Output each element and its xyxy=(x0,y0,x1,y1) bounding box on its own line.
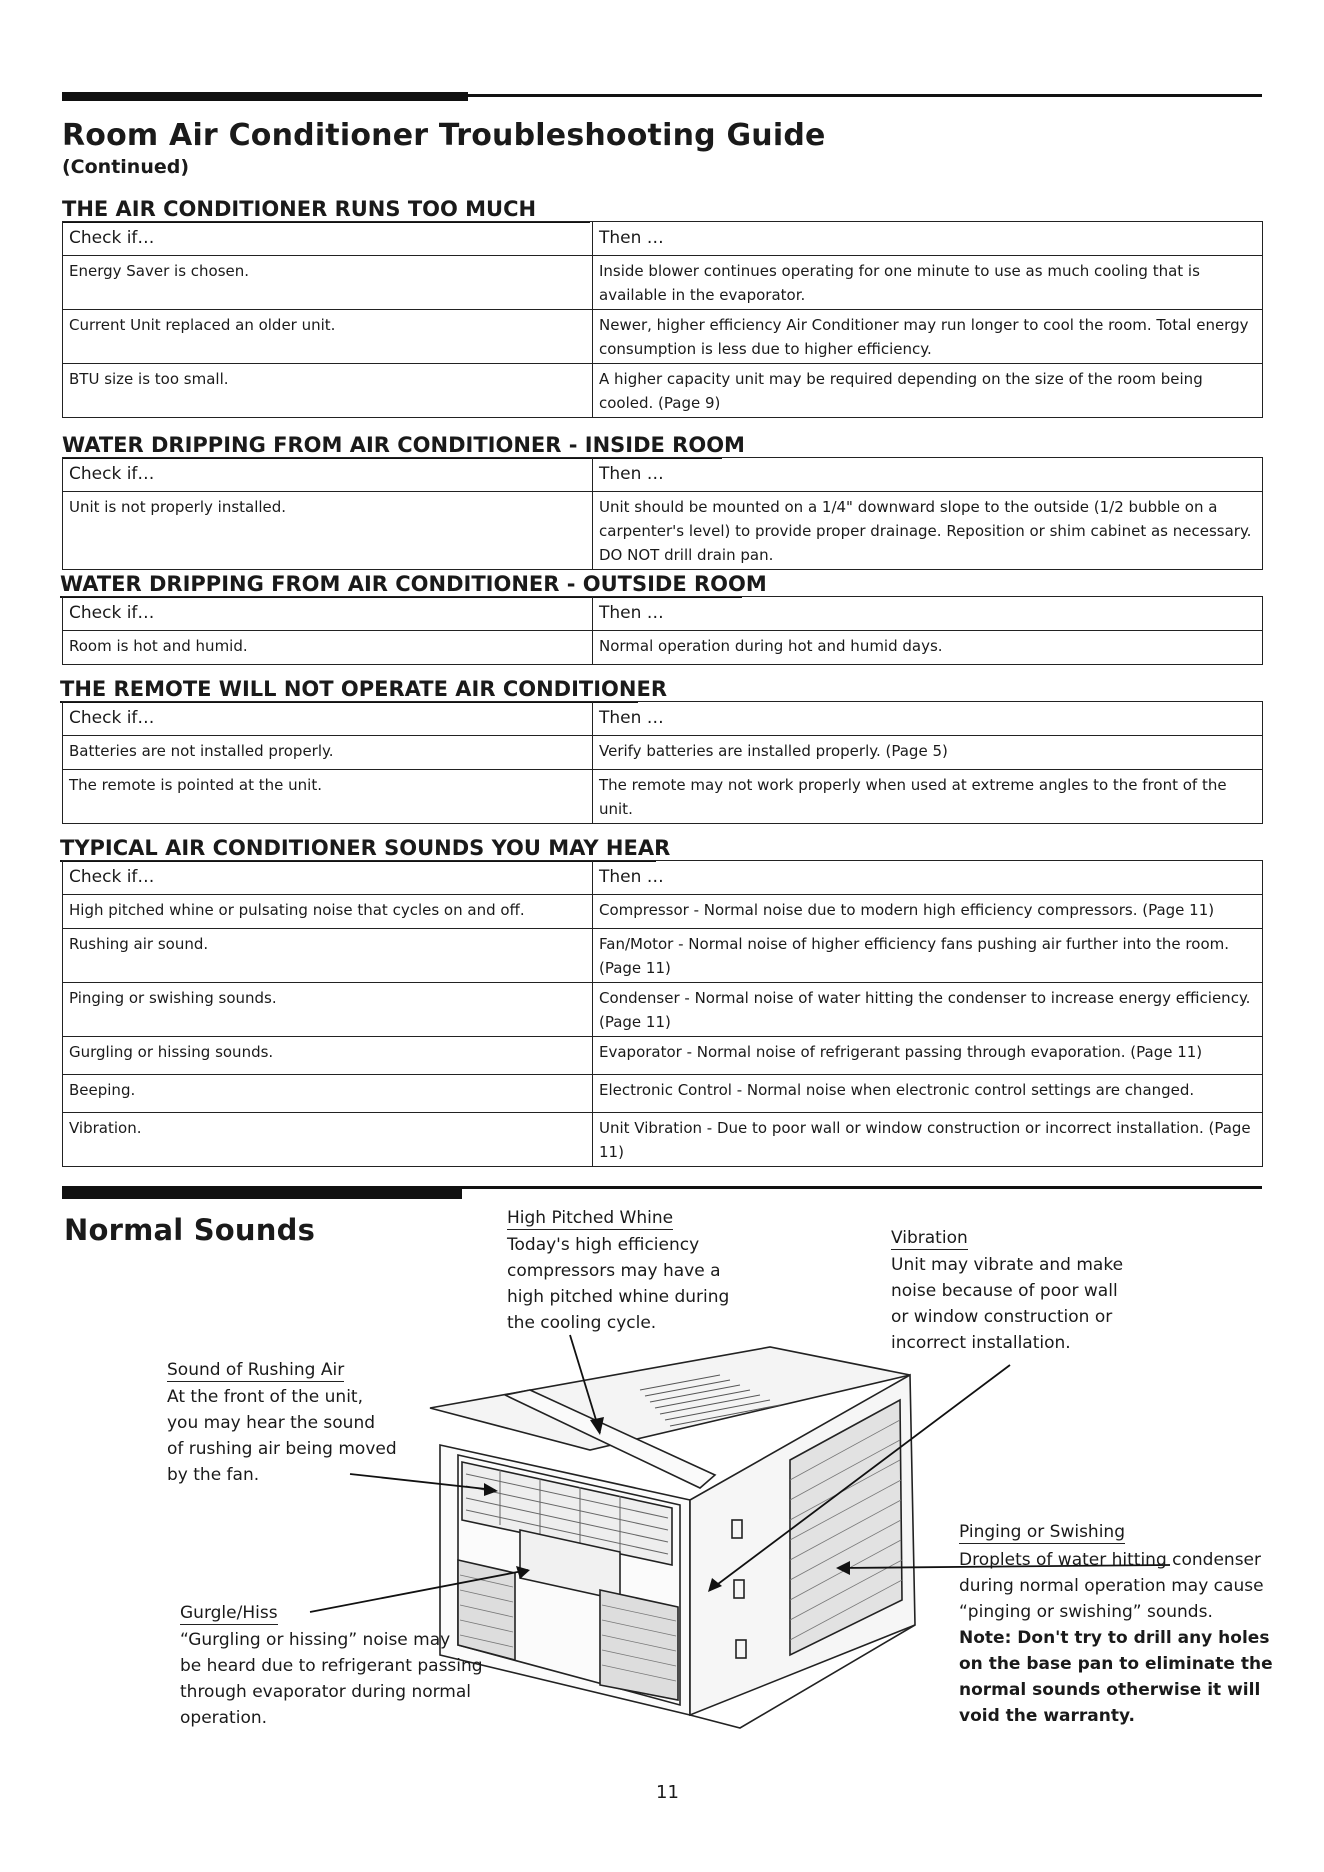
then-cell: Unit Vibration - Due to poor wall or window construction or incorrect installation. (Page 11) xyxy=(593,1113,1263,1167)
col-then-header: Then … xyxy=(593,458,1263,492)
check-cell: Beeping. xyxy=(63,1075,593,1113)
then-cell: Normal operation during hot and humid days. xyxy=(593,631,1263,665)
callout-title-vibration: Vibration xyxy=(891,1228,968,1248)
page-subtitle: (Continued) xyxy=(62,156,190,178)
col-then-header: Then … xyxy=(593,861,1263,895)
col-check-header: Check if… xyxy=(63,861,593,895)
then-cell: Newer, higher efficiency Air Conditioner may run longer to cool the room. Total energy consumption is less due to higher efficiency. xyxy=(593,310,1263,364)
callout-body-rushing-air: At the front of the unit, you may hear the sound of rushing air being moved by the fan. xyxy=(167,1387,397,1485)
callout-body-gurgle: “Gurgling or hissing” noise may be heard due to refrigerant passing through evaporator during normal operation. xyxy=(180,1630,483,1728)
check-cell: BTU size is too small. xyxy=(63,364,593,418)
col-then-header: Then … xyxy=(593,597,1263,631)
check-cell: Gurgling or hissing sounds. xyxy=(63,1037,593,1075)
check-cell: Unit is not properly installed. xyxy=(63,492,593,570)
check-cell: Current Unit replaced an older unit. xyxy=(63,310,593,364)
then-cell: Electronic Control - Normal noise when electronic control settings are changed. xyxy=(593,1075,1263,1113)
check-cell: Rushing air sound. xyxy=(63,929,593,983)
then-cell: Inside blower continues operating for one minute to use as much cooling that is available in the evaporator. xyxy=(593,256,1263,310)
col-check-header: Check if… xyxy=(63,458,593,492)
check-cell: High pitched whine or pulsating noise that cycles on and off. xyxy=(63,895,593,929)
then-cell: Fan/Motor - Normal noise of higher efficiency fans pushing air further into the room. (Page 11) xyxy=(593,929,1263,983)
page-number: 11 xyxy=(656,1782,679,1803)
callout-title-pinging: Pinging or Swishing xyxy=(959,1522,1125,1542)
then-cell: A higher capacity unit may be required depending on the size of the room being cooled. (Page 9) xyxy=(593,364,1263,418)
section-heading-runs-too-much: THE AIR CONDITIONER RUNS TOO MUCH xyxy=(62,197,590,223)
col-check-header: Check if… xyxy=(63,702,593,736)
check-cell: Vibration. xyxy=(63,1113,593,1167)
check-cell: Pinging or swishing sounds. xyxy=(63,983,593,1037)
section-heading-remote: THE REMOTE WILL NOT OPERATE AIR CONDITIONER xyxy=(60,677,667,701)
then-cell: Verify batteries are installed properly. (Page 5) xyxy=(593,736,1263,770)
check-cell: The remote is pointed at the unit. xyxy=(63,770,593,824)
check-cell: Room is hot and humid. xyxy=(63,631,593,665)
check-cell: Batteries are not installed properly. xyxy=(63,736,593,770)
then-cell: Unit should be mounted on a 1/4" downward slope to the outside (1/2 bubble on a carpenter's level) to provide proper drainage. Reposition or shim cabinet as necessary. DO NOT drill drain pan. xyxy=(593,492,1263,570)
page-title: Room Air Conditioner Troubleshooting Guide xyxy=(62,118,826,153)
then-cell: Condenser - Normal noise of water hitting the condenser to increase energy efficiency. (Page 11) xyxy=(593,983,1263,1037)
callout-title-gurgle: Gurgle/Hiss xyxy=(180,1603,278,1623)
callout-body-pinging: Droplets of water hitting condenser during normal operation may cause “pinging or swishing” sounds. xyxy=(959,1550,1264,1622)
then-cell: The remote may not work properly when used at extreme angles to the front of the unit. xyxy=(593,770,1263,824)
col-then-header: Then … xyxy=(593,702,1263,736)
callout-title-rushing-air: Sound of Rushing Air xyxy=(167,1360,345,1380)
then-cell: Evaporator - Normal noise of refrigerant passing through evaporation. (Page 11) xyxy=(593,1037,1263,1075)
callout-title-whine: High Pitched Whine xyxy=(507,1208,674,1228)
col-check-header: Check if… xyxy=(63,222,593,256)
warranty-note: Note: Don't try to drill any holes on the base pan to eliminate the normal sounds otherwise it will void the warranty. xyxy=(959,1628,1273,1726)
callout-body-vibration: Unit may vibrate and make noise because of poor wall or window construction or incorrect installation. xyxy=(891,1255,1124,1353)
section-heading-sounds: TYPICAL AIR CONDITIONER SOUNDS YOU MAY HEAR xyxy=(60,836,671,860)
col-check-header: Check if… xyxy=(63,597,593,631)
section-heading-dripping-outside: WATER DRIPPING FROM AIR CONDITIONER - OUTSIDE ROOM xyxy=(60,572,767,596)
col-then-header: Then … xyxy=(593,222,1263,256)
check-cell: Energy Saver is chosen. xyxy=(63,256,593,310)
then-cell: Compressor - Normal noise due to modern high efficiency compressors. (Page 11) xyxy=(593,895,1263,929)
section-heading-dripping-inside: WATER DRIPPING FROM AIR CONDITIONER - INSIDE ROOM xyxy=(62,433,745,457)
callout-body-whine: Today's high efficiency compressors may have a high pitched whine during the cooling cycle. xyxy=(507,1235,730,1333)
normal-sounds-title: Normal Sounds xyxy=(64,1213,316,1247)
